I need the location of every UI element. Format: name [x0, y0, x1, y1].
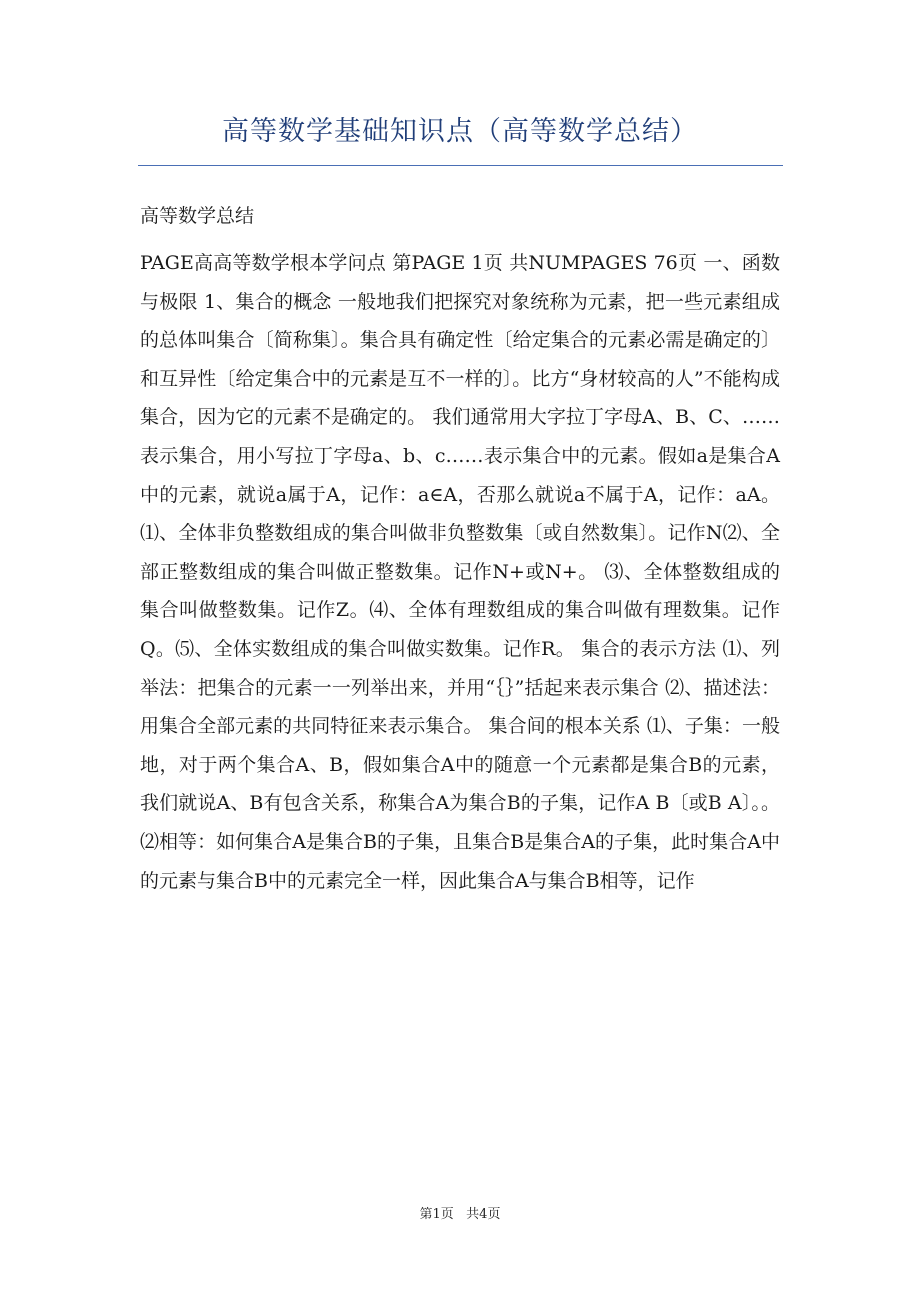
- section-heading: 高等数学总结: [140, 205, 255, 227]
- page-footer: 第1页 共4页: [419, 1207, 501, 1222]
- title-divider: [138, 165, 783, 166]
- body-paragraph: PAGE高高等数学根本学问点 第PAGE 1页 共NUMPAGES 76页 一、函数与极限 1、集合的概念 一般地我们把探究对象统称为元素，把一些元素组成的总体叫集合〔简称集〕。集合具有确定性〔给定集合的元素必需是确定的〕和互异性〔给定集合中的元素是互不一样的〕。比方“身材较高的人”不能构成集合，因为它的元素不是确定的。 我们通常用大字拉丁字母A、B、C、……表示集合，用小写拉丁字母a、b、c……表示集合中的元素。假如a是集合A中的元素，就说a属于A，记作：a∈A，否那么就说a不属于A，记作：aA。 ⑴、全体非负整数组成的集合叫做非负整数集〔或自然数集〕。记作N⑵、全部正整数组成的集合叫做正整数集。记作N+或N+。 ⑶、全体整数组成的集合叫做整数集。记作Z。⑷、全体有理数组成的集合叫做有理数集。记作Q。⑸、全体实数组成的集合叫做实数集。记作R。 集合的表示方法 ⑴、列举法：把集合的元素一一列举出来，并用“｛｝”括起来表示集合 ⑵、描述法：用集合全部元素的共同特征来表示集合。 集合间的根本关系 ⑴、子集：一般地，对于两个集合A、B，假如集合A中的随意一个元素都是集合B的元素，我们就说A、B有包含关系，称集合A为集合B的子集，记作A B〔或B A〕。。 ⑵相等：如何集合A是集合B的子集，且集合B是集合A的子集，此时集合A中的元素与集合B中的元素完全一样，因此集合A与集合B相等，记作: [140, 252, 780, 892]
- page-title: 高等数学基础知识点（高等数学总结）: [222, 116, 698, 147]
